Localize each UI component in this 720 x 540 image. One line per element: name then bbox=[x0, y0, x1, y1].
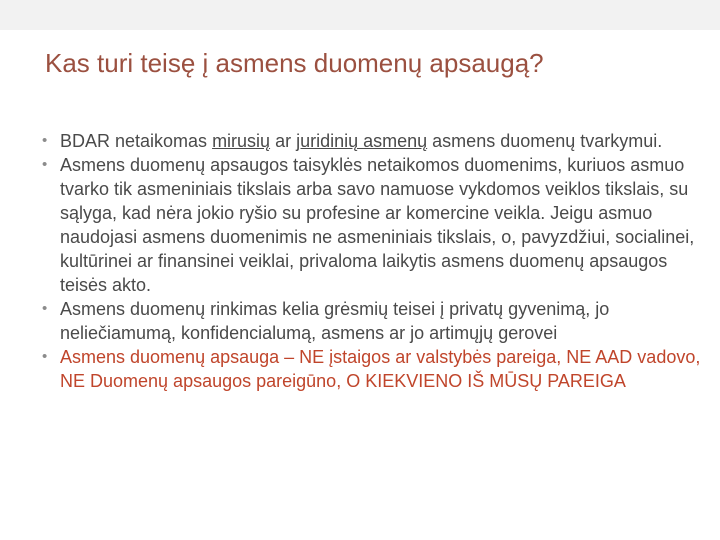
bullet-text: Asmens duomenų apsauga – NE įstaigos ar valstybės pareiga, NE AAD vadovo, NE Duomenų apsaugos pareigūno, O KIEKVIENO IŠ MŪSŲ PAREIGA bbox=[60, 347, 701, 391]
bullet-text-part: asmens duomenų tvarkymui. bbox=[427, 131, 663, 151]
underlined-term-legal-persons: juridinių asmenų bbox=[296, 131, 428, 151]
slide-title: Kas turi teisę į asmens duomenų apsaugą? bbox=[45, 48, 544, 78]
bullet-text-part: ar bbox=[270, 131, 297, 151]
bullet-item-everyones-duty bbox=[42, 345, 702, 393]
bullet-marker: • bbox=[42, 300, 48, 317]
top-band bbox=[0, 0, 720, 30]
bullet-marker: • bbox=[42, 156, 48, 173]
bullet-marker: • bbox=[42, 348, 48, 365]
bullet-text: Asmens duomenų rinkimas kelia grėsmių teisei į privatų gyvenimą, jo neliečiamumą, konfidencialumą, asmens ar jo artimųjų gerovei bbox=[60, 299, 610, 343]
bullet-marker: • bbox=[42, 132, 48, 149]
bullet-item-personal-use bbox=[42, 153, 702, 297]
bullet-item-gdpr-scope bbox=[42, 129, 702, 153]
bullet-text: Asmens duomenų apsaugos taisyklės netaikomos duomenims, kuriuos asmuo tvarko tik asmeniniais tikslais arba savo namuose vykdomos veiklos tikslais, su sąlyga, kad nėra jokio ryšio su profesine ar komercine veikla. Jeigu asmuo naudojasi asmens duomenimis ne asmeniniais tikslais, o, pavyzdžiui, socialinei, kultūrinei ar finansinei veiklai, privaloma laikytis asmens duomenų apsaugos teisės akto. bbox=[60, 155, 695, 295]
bullet-text-part: BDAR netaikomas bbox=[60, 131, 213, 151]
bullet-list bbox=[42, 129, 702, 393]
underlined-term-deceased: mirusių bbox=[212, 131, 271, 151]
bullet-item-data-collection-risks bbox=[42, 297, 702, 345]
